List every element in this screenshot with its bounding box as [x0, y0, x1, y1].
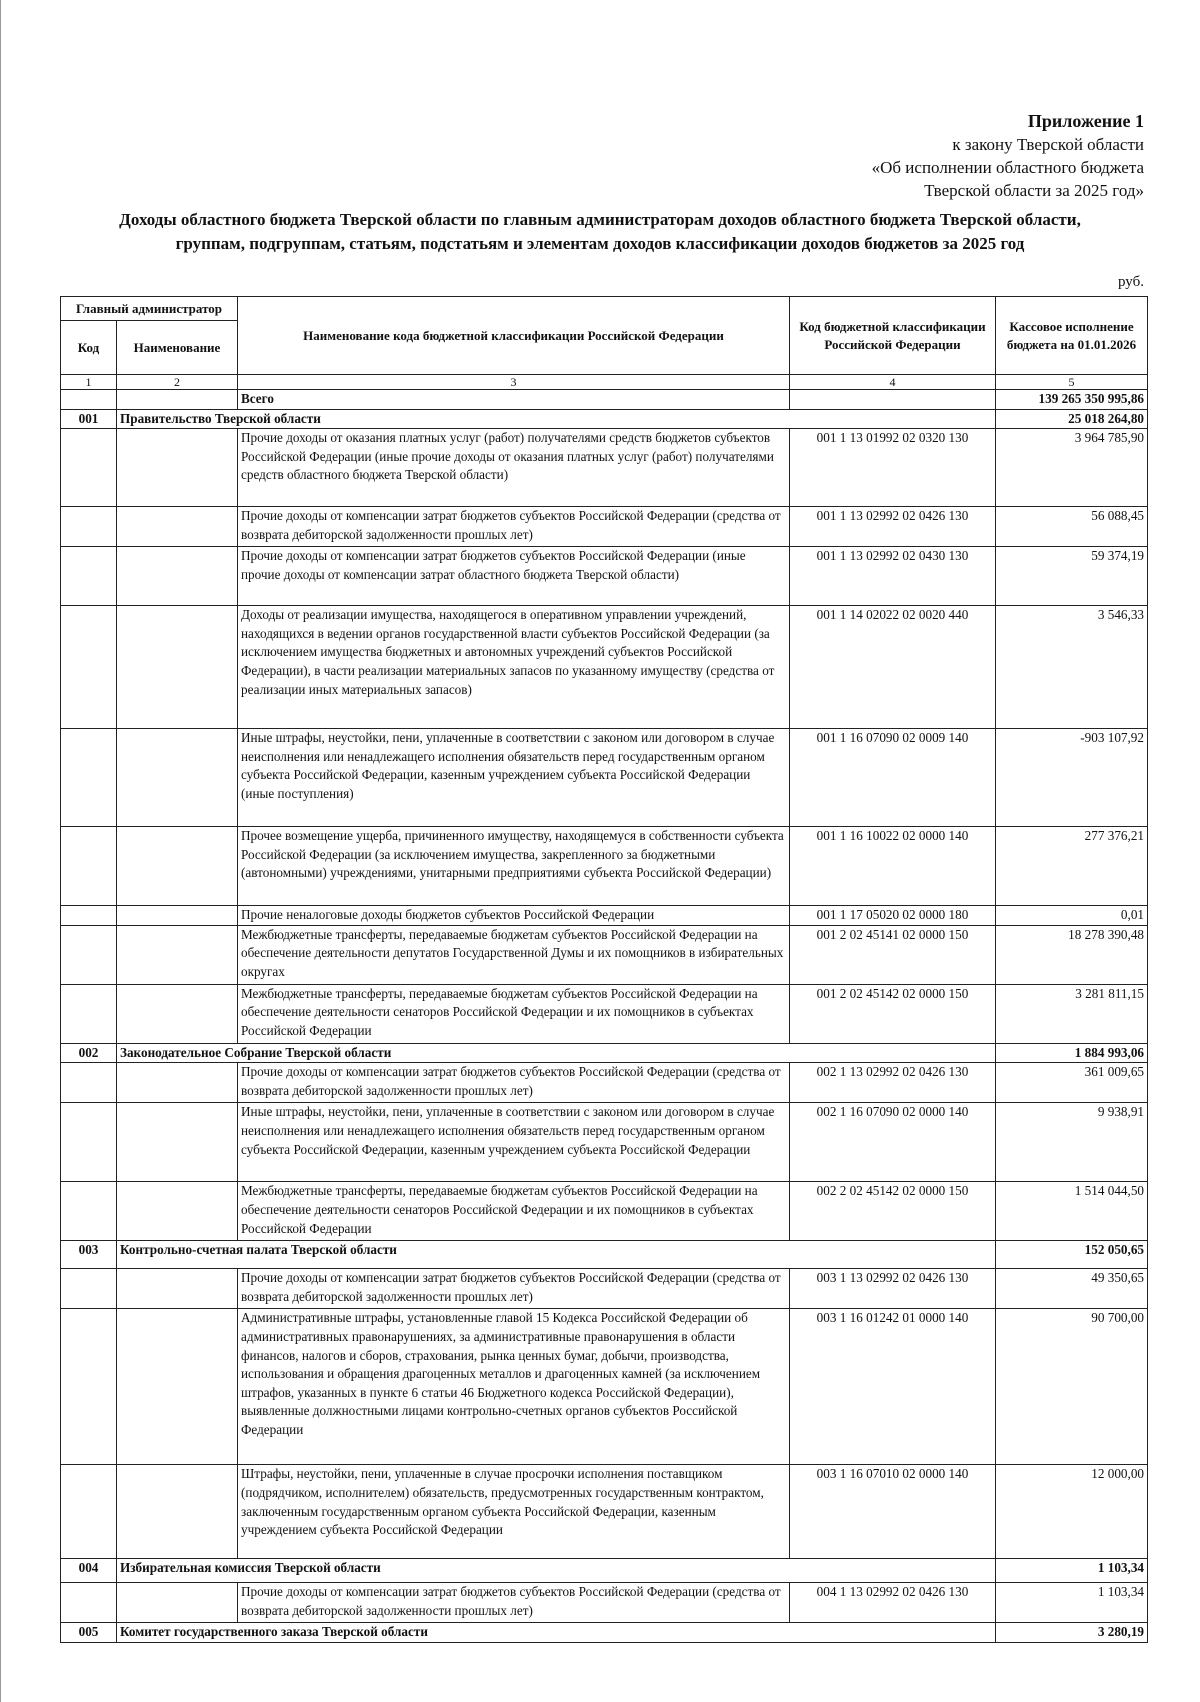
- header-name: Наименование: [117, 321, 238, 375]
- group-name: Законодательное Собрание Тверской области: [117, 1043, 996, 1063]
- group-row: [61, 1241, 1148, 1269]
- item-amount: -903 107,92: [996, 729, 1148, 827]
- item-kbk: 004 1 13 02992 02 0426 130: [790, 1583, 996, 1623]
- item-kbk: 002 2 02 45142 02 0000 150: [790, 1182, 996, 1241]
- group-amount: 1 884 993,06: [996, 1043, 1148, 1063]
- column-number: 4: [790, 375, 996, 390]
- item-kbk: 002 1 13 02992 02 0426 130: [790, 1063, 996, 1103]
- item-kbk: 001 1 16 10022 02 0000 140: [790, 827, 996, 906]
- item-amount: 49 350,65: [996, 1269, 1148, 1309]
- appendix-line-3: Тверской области за 2025 год»: [924, 181, 1144, 200]
- item-kbk: 001 2 02 45142 02 0000 150: [790, 984, 996, 1043]
- item-description: Прочие доходы от оказания платных услуг (работ) получателями средств бюджетов субъектов Российской Федерации (иные прочие доходы от оказания платных услуг (работ) получателями средств областного бюджета Тверской области): [238, 429, 790, 507]
- appendix-line-2: «Об исполнении областного бюджета: [871, 158, 1144, 177]
- table-row: [61, 1269, 1148, 1309]
- item-amount: 277 376,21: [996, 827, 1148, 906]
- header-main-admin: Главный администратор: [61, 297, 238, 321]
- header-execution: Кассовое исполнение бюджета на 01.01.2026: [996, 297, 1148, 375]
- table-row: [61, 984, 1148, 1043]
- item-amount: 3 964 785,90: [996, 429, 1148, 507]
- item-description: Прочие доходы от компенсации затрат бюджетов субъектов Российской Федерации (средства от возврата дебиторской задолженности прошлых лет): [238, 1063, 790, 1103]
- total-label: Всего: [238, 390, 790, 410]
- appendix-block: [872, 110, 1144, 202]
- total-amount: 139 265 350 995,86: [996, 390, 1148, 410]
- revenue-table: [60, 296, 1148, 1643]
- group-amount: 152 050,65: [996, 1241, 1148, 1269]
- table-row: [61, 606, 1148, 729]
- group-row: [61, 409, 1148, 429]
- item-kbk: 003 1 16 01242 01 0000 140: [790, 1309, 996, 1465]
- item-description: Межбюджетные трансферты, передаваемые бюджетам субъектов Российской Федерации на обеспечение деятельности депутатов Государственной Думы и их помощников в избирательных округах: [238, 925, 790, 984]
- item-description: Прочие доходы от компенсации затрат бюджетов субъектов Российской Федерации (средства от возврата дебиторской задолженности прошлых лет): [238, 507, 790, 547]
- item-amount: 90 700,00: [996, 1309, 1148, 1465]
- item-description: Прочее возмещение ущерба, причиненного имуществу, находящемуся в собственности субъекта Российской Федерации (за исключением имущества, закрепленного за бюджетными (автономными) учреждениями, унитарными предприятиями субъекта Российской Федерации): [238, 827, 790, 906]
- item-description: Доходы от реализации имущества, находящегося в оперативном управлении учреждений, находящихся в ведении органов государственной власти субъектов Российской Федерации (за исключением имущества бюджетных и автономных учреждений субъектов Российской Федерации), в части реализации материальных запасов по указанному имуществу (средства от реализации иных материальных запасов): [238, 606, 790, 729]
- item-kbk: 001 1 13 02992 02 0430 130: [790, 547, 996, 606]
- item-kbk: 001 1 16 07090 02 0009 140: [790, 729, 996, 827]
- currency-unit: руб.: [1118, 274, 1144, 290]
- appendix-title: Приложение 1: [1027, 111, 1144, 131]
- item-amount: 3 281 811,15: [996, 984, 1148, 1043]
- group-amount: 1 103,34: [996, 1559, 1148, 1583]
- group-code: 003: [61, 1241, 117, 1269]
- item-kbk: 003 1 13 02992 02 0426 130: [790, 1269, 996, 1309]
- item-description: Прочие доходы от компенсации затрат бюджетов субъектов Российской Федерации (иные прочие доходы от компенсации затрат областного бюджета Тверской области): [238, 547, 790, 606]
- group-name: Контрольно-счетная палата Тверской области: [117, 1241, 996, 1269]
- header-kbk-code: Код бюджетной классификации Российской Федерации: [790, 297, 996, 375]
- table-row: [61, 1182, 1148, 1241]
- item-kbk: 001 2 02 45141 02 0000 150: [790, 925, 996, 984]
- table-row: [61, 1063, 1148, 1103]
- item-description: Штрафы, неустойки, пени, уплаченные в случае просрочки исполнения поставщиком (подрядчиком, исполнителем) обязательств, предусмотренных государственным контрактом, заключенным государственным органом субъекта Российской Федерации, казенным учреждением субъекта Российской Федерации: [238, 1465, 790, 1559]
- item-amount: 0,01: [996, 906, 1148, 926]
- table-row: [61, 507, 1148, 547]
- table-row: [61, 429, 1148, 507]
- column-number: 2: [117, 375, 238, 390]
- item-amount: 1 514 044,50: [996, 1182, 1148, 1241]
- table-row: [61, 1309, 1148, 1465]
- scan-edge-left: [0, 0, 1, 1702]
- item-description: Межбюджетные трансферты, передаваемые бюджетам субъектов Российской Федерации на обеспечение деятельности сенаторов Российской Федерации и их помощников в субъектах Российской Федерации: [238, 1182, 790, 1241]
- column-number: 1: [61, 375, 117, 390]
- item-description: Прочие доходы от компенсации затрат бюджетов субъектов Российской Федерации (средства от возврата дебиторской задолженности прошлых лет): [238, 1583, 790, 1623]
- item-kbk: 001 1 13 01992 02 0320 130: [790, 429, 996, 507]
- item-description: Иные штрафы, неустойки, пени, уплаченные в соответствии с законом или договором в случае неисполнения или ненадлежащего исполнения обязательств перед государственным органом субъекта Российской Федерации, казенным учреждением субъекта Российской Федерации: [238, 1103, 790, 1182]
- item-description: Прочие неналоговые доходы бюджетов субъектов Российской Федерации: [238, 906, 790, 926]
- table-row: [61, 906, 1148, 926]
- item-amount: 59 374,19: [996, 547, 1148, 606]
- item-kbk: 003 1 16 07010 02 0000 140: [790, 1465, 996, 1559]
- item-amount: 12 000,00: [996, 1465, 1148, 1559]
- table-row: [61, 1465, 1148, 1559]
- column-numbers-row: [61, 375, 1148, 390]
- item-description: Административные штрафы, установленные главой 15 Кодекса Российской Федерации об административных правонарушениях, за административные правонарушения в области финансов, налогов и сборов, страхования, рынка ценных бумаг, добычи, производства, использования и обращения драгоценных металлов и драгоценных камней (за исключением штрафов, указанных в пункте 6 статьи 46 Бюджетного кодекса Российской Федерации), выявленные должностными лицами контрольно-счетных органов субъектов Российской Федерации: [238, 1309, 790, 1465]
- table-row: [61, 827, 1148, 906]
- column-number: 5: [996, 375, 1148, 390]
- document-title-line-1: Доходы областного бюджета Тверской области по главным администраторам доходов областного бюджета Тверской области,: [119, 210, 1081, 229]
- group-code: 005: [61, 1623, 117, 1643]
- table-row: [61, 925, 1148, 984]
- item-kbk: 002 1 16 07090 02 0000 140: [790, 1103, 996, 1182]
- table-row: [61, 1103, 1148, 1182]
- header-code: Код: [61, 321, 117, 375]
- group-amount: 25 018 264,80: [996, 409, 1148, 429]
- table-row: [61, 1583, 1148, 1623]
- header-kbk-name: Наименование кода бюджетной классификации Российской Федерации: [238, 297, 790, 375]
- item-description: Иные штрафы, неустойки, пени, уплаченные в соответствии с законом или договором в случае неисполнения или ненадлежащего исполнения обязательств перед государственным органом субъекта Российской Федерации, казенным учреждением субъекта Российской Федерации (иные поступления): [238, 729, 790, 827]
- group-row: [61, 1559, 1148, 1583]
- group-row: [61, 1623, 1148, 1643]
- group-code: 004: [61, 1559, 117, 1583]
- item-amount: 18 278 390,48: [996, 925, 1148, 984]
- appendix-line-1: к закону Тверской области: [952, 135, 1144, 154]
- group-code: 002: [61, 1043, 117, 1063]
- group-name: Правительство Тверской области: [117, 409, 996, 429]
- item-amount: 3 546,33: [996, 606, 1148, 729]
- item-kbk: 001 1 13 02992 02 0426 130: [790, 507, 996, 547]
- column-number: 3: [238, 375, 790, 390]
- group-name: Избирательная комиссия Тверской области: [117, 1559, 996, 1583]
- item-kbk: 001 1 17 05020 02 0000 180: [790, 906, 996, 926]
- item-amount: 361 009,65: [996, 1063, 1148, 1103]
- group-row: [61, 1043, 1148, 1063]
- document-title: [40, 208, 1160, 256]
- document-title-line-2: группам, подгруппам, статьям, подстатьям и элементам доходов классификации доходов бюджетов за 2025 год: [175, 234, 1025, 253]
- group-name: Комитет государственного заказа Тверской области: [117, 1623, 996, 1643]
- item-amount: 1 103,34: [996, 1583, 1148, 1623]
- total-row: [61, 390, 1148, 410]
- item-amount: 9 938,91: [996, 1103, 1148, 1182]
- item-amount: 56 088,45: [996, 507, 1148, 547]
- group-amount: 3 280,19: [996, 1623, 1148, 1643]
- item-kbk: 001 1 14 02022 02 0020 440: [790, 606, 996, 729]
- item-description: Прочие доходы от компенсации затрат бюджетов субъектов Российской Федерации (средства от возврата дебиторской задолженности прошлых лет): [238, 1269, 790, 1309]
- item-description: Межбюджетные трансферты, передаваемые бюджетам субъектов Российской Федерации на обеспечение деятельности сенаторов Российской Федерации и их помощников в субъектах Российской Федерации: [238, 984, 790, 1043]
- group-code: 001: [61, 409, 117, 429]
- table-row: [61, 547, 1148, 606]
- table-row: [61, 729, 1148, 827]
